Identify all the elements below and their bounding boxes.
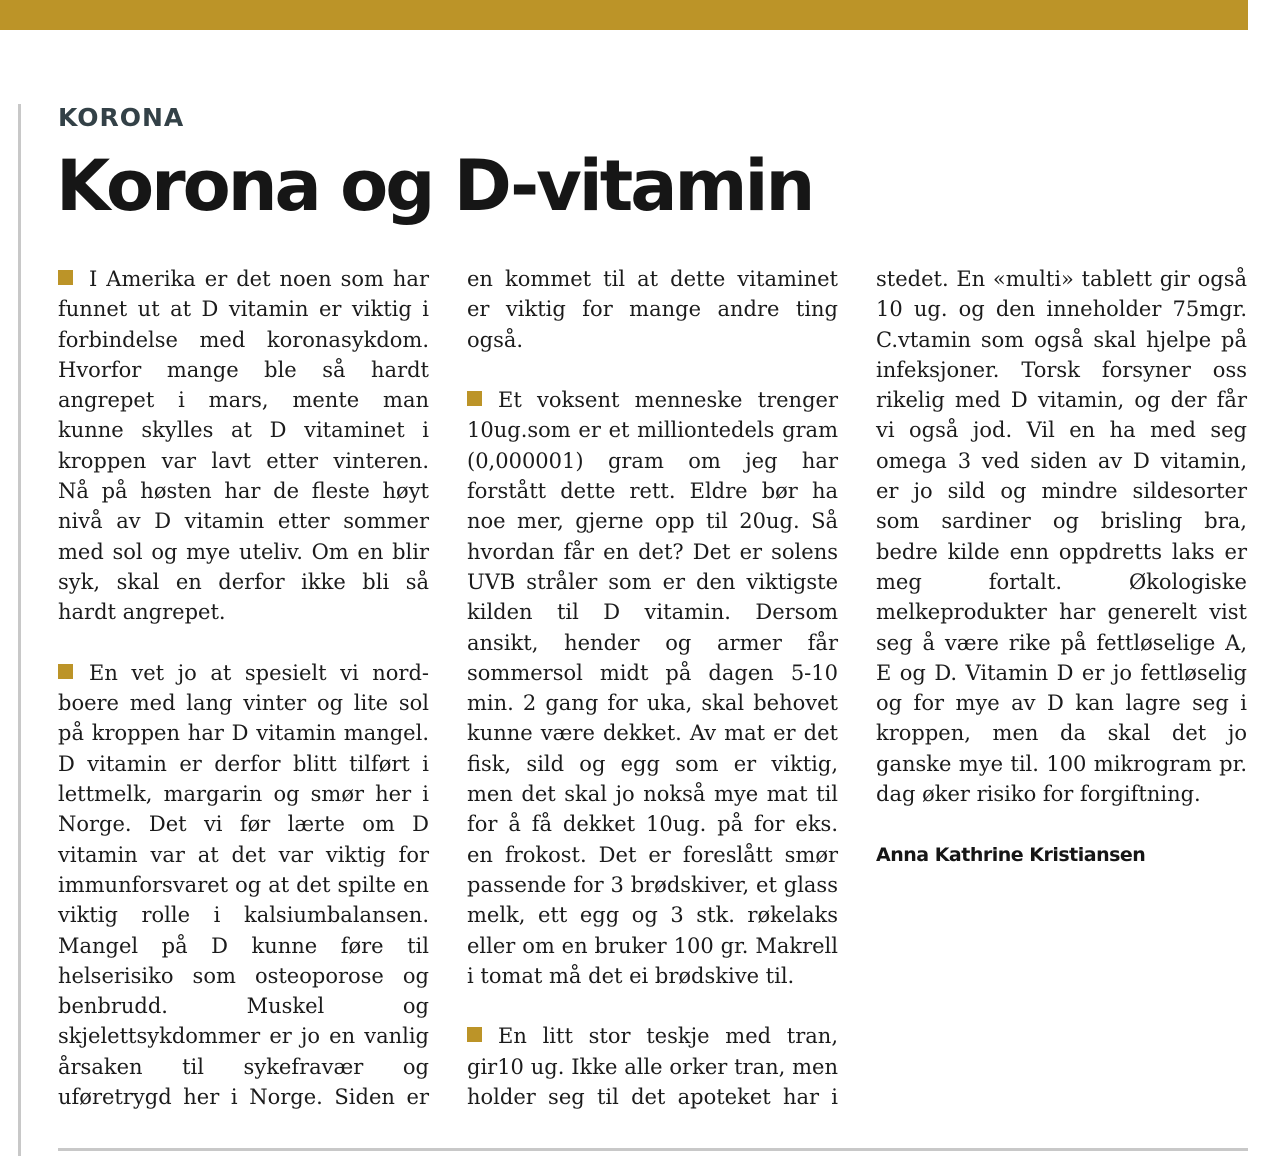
- bottom-rule: [58, 1148, 1248, 1151]
- paragraph-2-continued: [467, 264, 838, 355]
- paragraph-1: [58, 264, 429, 628]
- paragraph-3: [467, 385, 838, 991]
- left-rule: [18, 104, 21, 1156]
- paragraph-4-continued: [876, 264, 1247, 809]
- square-bullet-icon: [467, 391, 482, 406]
- paragraph-2: [58, 658, 429, 1112]
- square-bullet-icon: [58, 270, 73, 285]
- paragraph-4: [467, 1021, 838, 1112]
- paragraph-1-text: I Amerika er det noen som har funnet ut at D vitamin er viktig i forbindelse med koronasykdom. Hvorfor mange ble så hardt angrepet i mars, mente man kunne skylles at D vitaminet i kroppen var lavt etter vinteren. Nå på høsten har de fleste høyt nivå av D vitamin etter sommer med sol og mye uteliv. Om en blir syk, skal en derfor ikke bli så hardt angrepet.: [58, 267, 429, 625]
- paragraph-4-text: En litt stor teskje med tran, gir10 ug. Ikke alle orker tran, men holder seg til det apoteket har i: [467, 1024, 838, 1110]
- paragraph-2-text: En vet jo at spesielt vi nordboere med lang vinter og lite sol på kroppen har D vitamin mangel. D vitamin er derfor blitt tilført i lettmelk, margarin og smør her i Norge. Det vi før lærte om D vitamin var at det var viktig for immunforsvaret og at det spilte en viktig rolle i kalsiumbalansen. Mangel på D kunne føre til helserisiko som osteoporose og benbrudd. Muskel og skjelettsykdommer er jo en vanlig årsaken til sykefravær og uføretrygd her i Norge. Siden er: [58, 660, 429, 1110]
- square-bullet-icon: [58, 664, 73, 679]
- article-headline: Korona og D-vitamin: [56, 145, 813, 227]
- article-column-2: [467, 264, 838, 1112]
- top-accent-bar: [0, 0, 1248, 33]
- article-column-1: [58, 264, 429, 1112]
- section-label: KORONA: [58, 103, 185, 132]
- paragraph-3-text: Et voksent menneske trenger 10ug.som er et milliontedels gram (0,000001) gram om jeg har forstått dette rett. Eldre bør ha noe mer, gjerne opp til 20ug. Så hvordan får en det? Det er solens UVB stråler som er den viktigste kilden til D vitamin. Dersom ansikt, hender og armer får sommersol midt på dagen 5-10 min. 2 gang for uka, skal behovet kunne være dekket. Av mat er det fisk, sild og egg som er viktig, men det skal jo nokså mye mat til for å få dekket 10ug. på for eks. en frokost. Det er foreslått smør passende for 3 brødskiver, et glass melk, ett egg og 3 stk. røkelaks eller om en bruker 100 gr. Makrell i tomat må det ei brødskive til.: [467, 388, 838, 988]
- paragraph-continued-text: stedet. En «multi» tablett gir også 10 ug. og den inneholder 75mgr. C.vtamin som også skal hjelpe på infeksjoner. Torsk forsyner oss rikelig med D vitamin, og der får vi også jod. Vil en ha med seg omega 3 ved siden av D vitamin, er jo sild og mindre sildesorter som sardiner og brisling bra, bedre kilde enn oppdretts laks er meg fortalt. Økologiske melkeprodukter har generelt vist seg å være rike på fettløselige A, E og D. Vitamin D er jo fettløselig og for mye av D kan lagre seg i kroppen, men da skal det jo ganske mye til. 100 mikrogram pr. dag øker risiko for forgiftning.: [876, 267, 1247, 807]
- paragraph-continued-text: en kommet til at dette vitaminet er viktig for mange andre ting også.: [467, 267, 838, 352]
- square-bullet-icon: [467, 1027, 482, 1042]
- byline: Anna Kathrine Kristiansen: [876, 843, 1146, 866]
- article-column-3: [876, 264, 1247, 870]
